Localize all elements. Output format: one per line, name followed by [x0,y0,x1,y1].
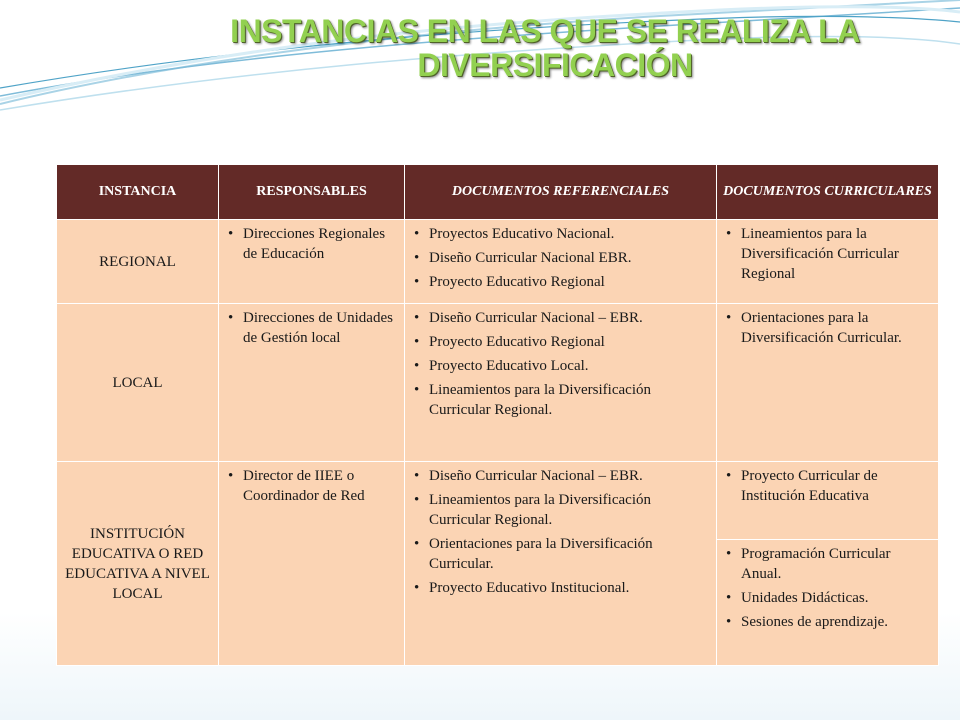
list-item: • Direcciones Regionales de Educación [227,224,396,264]
cell-instancia: INSTITUCIÓN EDUCATIVA O RED EDUCATIVA A NIVEL LOCAL [57,462,219,666]
list-item: • Proyecto Educativo Regional [413,272,708,292]
cell-referenciales [405,462,717,666]
title-line-1: INSTANCIAS EN LAS QUE SE REALIZA LA [230,13,860,49]
list-item: • Proyecto Curricular de Institución Educativa [725,466,930,506]
bullet-list [725,224,930,284]
cell-responsables [219,220,405,304]
bullet-list [413,466,708,598]
cell-responsables [219,304,405,462]
cell-referenciales [405,220,717,304]
cell-curriculares [717,462,939,540]
bullet-list [725,308,930,348]
table-row [57,462,939,540]
header-documentos-referenciales: DOCUMENTOS REFERENCIALES [405,165,717,220]
bullet-list [413,224,708,292]
header-documentos-curriculares: DOCUMENTOS CURRICULARES [717,165,939,220]
table-row [57,220,939,304]
list-item: • Lineamientos para la Diversificación Curricular Regional. [413,490,708,530]
list-item: • Lineamientos para la Diversificación Curricular Regional. [413,380,708,420]
table-header-row [57,165,939,220]
list-item: • Director de IIEE o Coordinador de Red [227,466,396,506]
list-item: • Lineamientos para la Diversificación Curricular Regional [725,224,930,284]
header-responsables: RESPONSABLES [219,165,405,220]
list-item: • Proyectos Educativo Nacional. [413,224,708,244]
list-item: • Proyecto Educativo Institucional. [413,578,708,598]
header-instancia: INSTANCIA [57,165,219,220]
list-item: • Proyecto Educativo Regional [413,332,708,352]
bullet-list [227,308,396,348]
list-item: • Programación Curricular Anual. [725,544,930,584]
list-item: • Proyecto Educativo Local. [413,356,708,376]
list-item: • Orientaciones para la Diversificación Curricular. [725,308,930,348]
list-item: • Unidades Didácticas. [725,588,930,608]
table-row [57,304,939,462]
title-line-2: DIVERSIFICACIÓN [417,47,693,83]
cell-instancia: REGIONAL [57,220,219,304]
cell-curriculares [717,540,939,666]
bullet-list [413,308,708,420]
cell-instancia: LOCAL [57,304,219,462]
cell-curriculares [717,304,939,462]
bullet-list [227,466,396,506]
bullet-list [227,224,396,264]
cell-curriculares [717,220,939,304]
list-item: • Diseño Curricular Nacional – EBR. [413,466,708,486]
slide-title [0,14,960,82]
list-item: • Diseño Curricular Nacional – EBR. [413,308,708,328]
list-item: • Diseño Curricular Nacional EBR. [413,248,708,268]
list-item: • Sesiones de aprendizaje. [725,612,930,632]
cell-responsables [219,462,405,666]
list-item: • Orientaciones para la Diversificación Curricular. [413,534,708,574]
bullet-list [725,466,930,506]
bullet-list [725,544,930,632]
list-item: • Direcciones de Unidades de Gestión local [227,308,396,348]
instances-table [56,164,939,666]
cell-referenciales [405,304,717,462]
